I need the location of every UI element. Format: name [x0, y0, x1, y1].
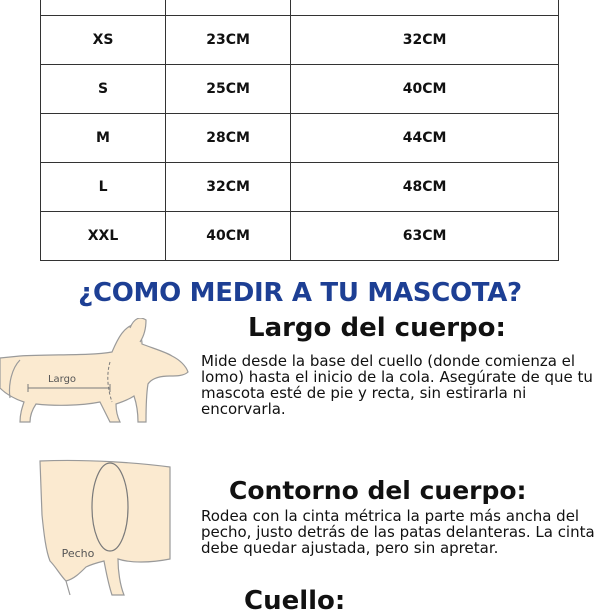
section-title-contorno: Contorno del cuerpo: [229, 476, 527, 505]
largo-label: Largo [47, 374, 77, 385]
size-cell: XS [41, 16, 166, 65]
size-cell: S [41, 65, 166, 114]
length-cell: 40CM [166, 212, 291, 261]
size-cell [41, 0, 166, 16]
table-row [41, 0, 559, 16]
length-cell: 32CM [166, 163, 291, 212]
dog-length-illustration [0, 318, 200, 428]
girth-cell: 44CM [291, 114, 559, 163]
size-cell: L [41, 163, 166, 212]
page-title: ¿COMO MEDIR A TU MASCOTA? [78, 278, 522, 308]
table-row [41, 163, 559, 212]
table-row [41, 212, 559, 261]
section-body-contorno: Rodea con la cinta métrica la parte más ancha del pecho, justo detrás de las patas delanteras. La cinta debe quedar ajustada, pero sin apretar. [201, 507, 595, 557]
girth-cell [291, 0, 559, 16]
dog-silhouette [40, 460, 170, 595]
girth-cell: 48CM [291, 163, 559, 212]
length-cell [166, 0, 291, 16]
section-title-largo: Largo del cuerpo: [248, 313, 506, 343]
girth-cell: 63CM [291, 212, 559, 261]
dog-front-leg [66, 581, 70, 595]
length-cell: 23CM [166, 16, 291, 65]
pecho-label: Pecho [61, 547, 95, 560]
dog-silhouette [0, 324, 188, 422]
length-cell: 25CM [166, 65, 291, 114]
size-cell: XXL [41, 212, 166, 261]
size-table [40, 0, 559, 261]
table-row [41, 114, 559, 163]
table-row [41, 65, 559, 114]
girth-cell: 32CM [291, 16, 559, 65]
table-row [41, 16, 559, 65]
section-title-cuello: Cuello: [244, 586, 346, 616]
dog-chest-illustration [0, 455, 200, 600]
girth-cell: 40CM [291, 65, 559, 114]
size-cell: M [41, 114, 166, 163]
length-cell: 28CM [166, 114, 291, 163]
section-body-largo: Mide desde la base del cuello (donde comienza el lomo) hasta el inicio de la cola. Asegúrate de que tu mascota esté de pie y recta, sin estirarla ni encorvarla. [201, 352, 593, 418]
